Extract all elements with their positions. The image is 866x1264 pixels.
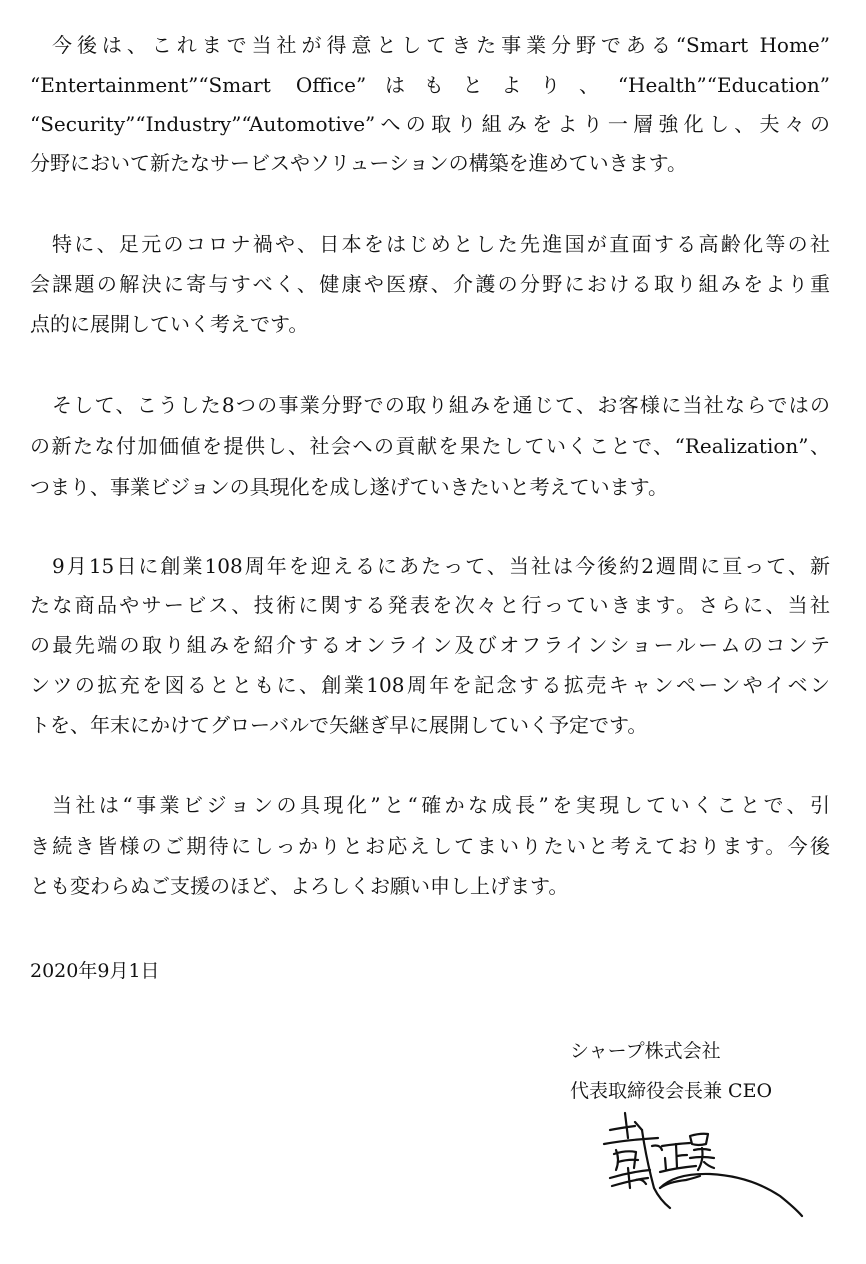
company-name: シャープ株式会社: [570, 1040, 721, 1062]
text-line: たな商品やサービス、技術に関する発表を次々と行っていきます。さらに、当社: [30, 593, 830, 617]
text-line: 点的に展開していく考えです。: [30, 312, 309, 336]
text-line: “Security”“Industry”“Automotive”への取り組みをより一層強化し、夫々の: [30, 112, 830, 136]
text-line: 当社は“事業ビジョンの具現化”と“確かな成長”を実現していくことで、引: [52, 793, 830, 817]
text-line: 特に、足元のコロナ禍や、日本をはじめとした先進国が直面する高齢化等の社: [52, 232, 830, 256]
text-line: とも変わらぬご支援のほど、よろしくお願い申し上げます。: [30, 874, 569, 898]
text-line: トを、年末にかけてグローバルで矢継ぎ早に展開していく予定です。: [30, 713, 648, 737]
text-line: 分野において新たなサービスやソリューションの構築を進めていきます。: [30, 151, 687, 175]
text-line: “Entertainment”“Smart Office”はもとより、“Health”“Education”: [30, 73, 830, 97]
text-line: 9月15日に創業108周年を迎えるにあたって、当社は今後約2週間に亘って、新: [52, 554, 830, 578]
text-line: ンツの拡充を図るとともに、創業108周年を記念する拡売キャンペーンやイベン: [30, 673, 830, 697]
text-line: の新たな付加価値を提供し、社会への貢献を果たしていくことで、“Realization”、: [30, 434, 830, 458]
signatory-title: 代表取締役会長兼 CEO: [570, 1080, 773, 1102]
text-line: 今後は、これまで当社が得意としてきた事業分野である“Smart Home”: [52, 33, 830, 57]
signature-icon: [590, 1108, 815, 1228]
text-line: き続き皆様のご期待にしっかりとお応えしてまいりたいと考えております。今後: [30, 834, 830, 858]
text-line: そして、こうした8つの事業分野での取り組みを通じて、お客様に当社ならではの: [52, 393, 830, 417]
signatory-block: [570, 1036, 772, 1116]
letter-date: 2020年9月1日: [30, 960, 160, 982]
text-line: の最先端の取り組みを紹介するオンライン及びオフラインショールームのコンテ: [30, 633, 830, 657]
text-line: つまり、事業ビジョンの具現化を成し遂げていきたいと考えています。: [30, 475, 668, 499]
text-line: 会課題の解決に寄与すべく、健康や医療、介護の分野における取り組みをより重: [30, 272, 830, 296]
